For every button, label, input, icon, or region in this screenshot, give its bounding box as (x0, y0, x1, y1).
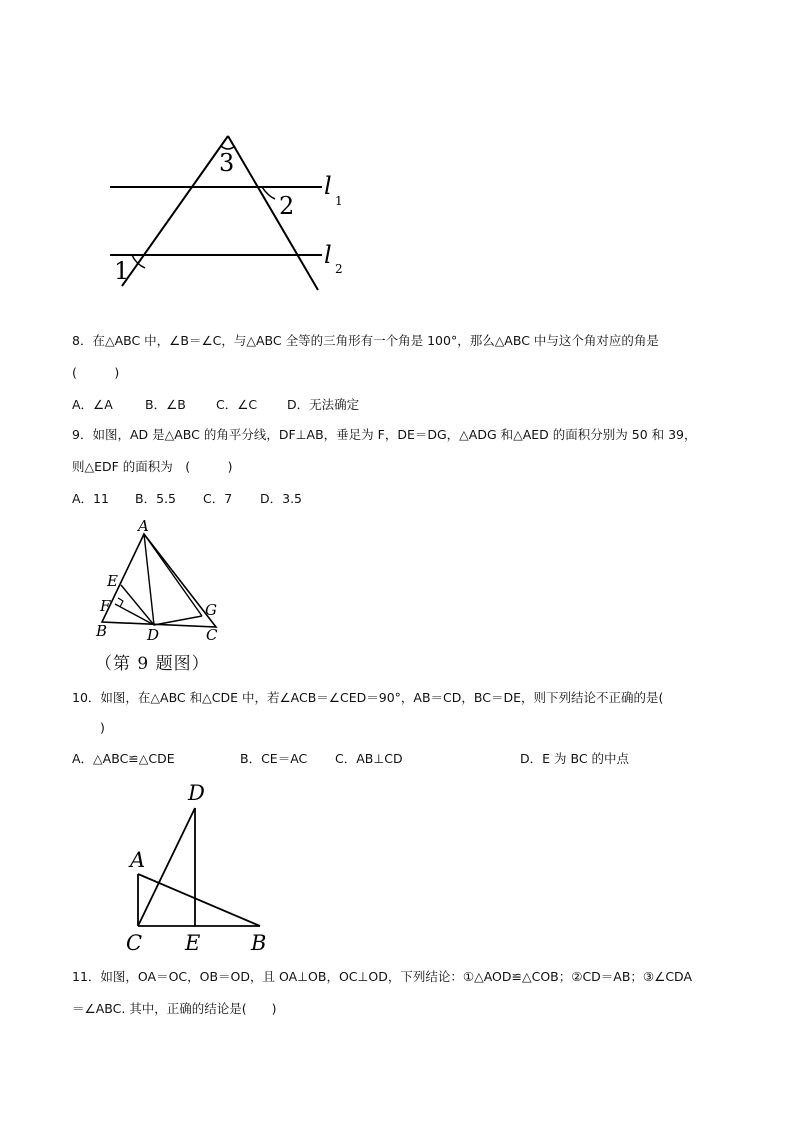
q8-option-c: C．∠C (216, 397, 258, 412)
triangle-abc (102, 534, 216, 627)
point-c-label: C (126, 931, 143, 955)
point-d-label: D (188, 781, 205, 805)
q10-option-d: D．E 为 BC 的中点 (520, 751, 630, 766)
q8-option-b: B．∠B (145, 397, 186, 412)
segment-de (121, 585, 154, 625)
l1-label: l (324, 172, 332, 200)
segment-ad (144, 534, 154, 625)
l2-label: l (324, 241, 332, 269)
q8-stem-line2: ( ) (72, 365, 120, 380)
angle-3-label: 3 (219, 149, 235, 177)
point-g-label: G (205, 601, 217, 619)
q9-figure-caption: （第 9 题图） (95, 654, 210, 674)
angle-2-label: 2 (279, 192, 295, 220)
point-c-label: C (206, 626, 218, 644)
point-b-label: B (96, 622, 108, 640)
segment-dg (154, 616, 202, 625)
q9-option-b: B．5.5 (135, 491, 176, 506)
q9-option-a: A．11 (72, 491, 109, 506)
point-b-label: B (251, 931, 267, 955)
parallel-lines-figure (100, 128, 360, 298)
q10-stem-line2: ) (100, 720, 105, 735)
q9-option-d: D．3.5 (260, 491, 303, 506)
segment-ag (144, 534, 202, 616)
l1-subscript: 1 (335, 194, 343, 208)
q11-stem-line1: 11．如图，OA＝OC，OB＝OD，且 OA⊥OB，OC⊥OD，下列结论：①△AOD≌△COB；②CD＝AB；③∠CDA (72, 969, 693, 984)
q10-triangle-figure (120, 778, 280, 956)
q9-stem-line2: 则△EDF 的面积为 ( ) (72, 459, 233, 474)
segment-df (115, 604, 154, 625)
q10-option-c: C．AB⊥CD (335, 751, 403, 766)
point-a-label: A (138, 517, 149, 535)
l2-subscript: 2 (335, 262, 343, 276)
angle-1-label: 1 (114, 257, 130, 285)
q9-option-c: C．7 (203, 491, 233, 506)
q9-stem-line1: 9．如图，AD 是△ABC 的角平分线，DF⊥AB，垂足为 F，DE＝DG，△ADG 和△AED 的面积分别为 50 和 39， (72, 427, 697, 442)
q8-option-a: A．∠A (72, 397, 113, 412)
q10-stem-line1: 10．如图，在△ABC 和△CDE 中，若∠ACB＝∠CED＝90°，AB＝CD，BC＝DE，则下列结论不正确的是( (72, 690, 664, 705)
q11-stem-line2: ＝∠ABC. 其中，正确的结论是( ) (72, 1001, 277, 1016)
q10-option-a: A．△ABC≌△CDE (72, 751, 175, 766)
point-a-label: A (130, 848, 146, 872)
q8-option-d: D．无法确定 (287, 397, 360, 412)
point-f-label: F (100, 597, 111, 615)
q10-option-b: B．CE＝AC (240, 751, 308, 766)
point-e-label: E (107, 572, 118, 590)
q8-stem-line1: 8．在△ABC 中，∠B＝∠C，与△ABC 全等的三角形有一个角是 100°，那么△ABC 中与这个角对应的角是 (72, 333, 659, 348)
q9-triangle-figure (90, 512, 250, 672)
point-e-label: E (185, 931, 201, 955)
segment-ab (138, 874, 260, 926)
triangle-right-side (228, 136, 318, 290)
segment-cd (138, 808, 195, 926)
point-d-label: D (147, 626, 160, 644)
